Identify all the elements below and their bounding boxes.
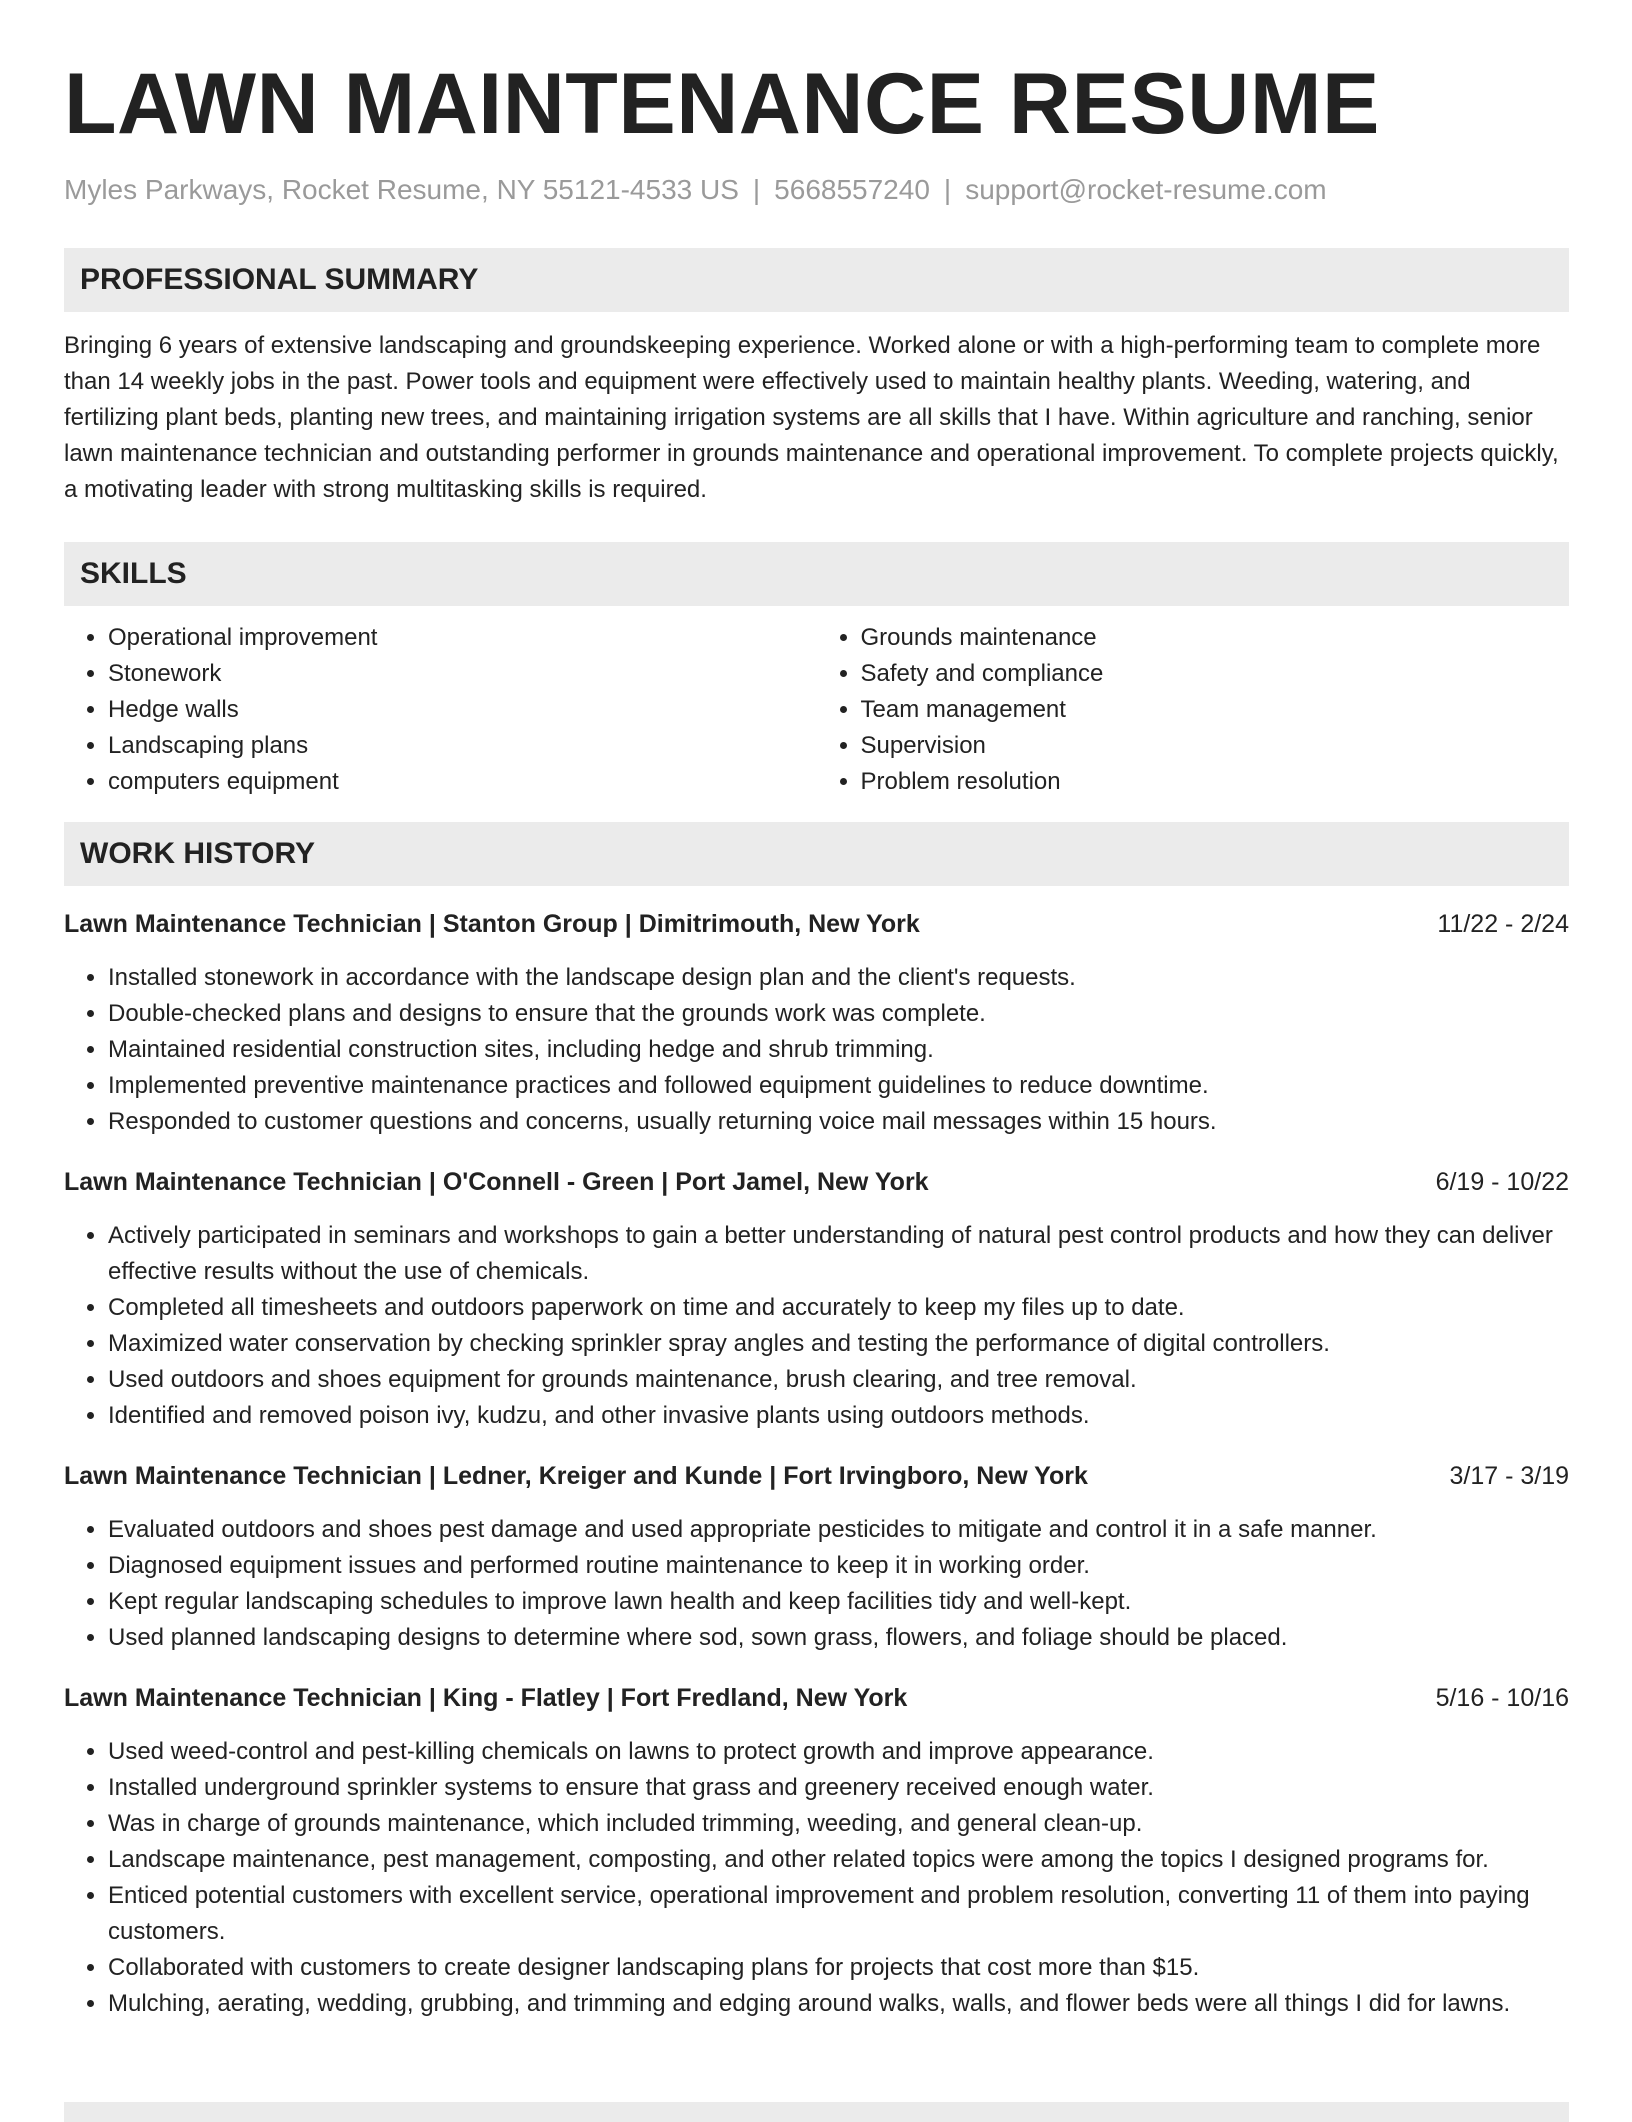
job-header [64, 906, 1569, 942]
job-header [64, 1458, 1569, 1494]
contact-line [64, 172, 1569, 208]
skill-item: • Landscaping plans [108, 728, 817, 764]
job-bullet: • Implemented preventive maintenance practices and followed equipment guidelines to reduce downtime. [108, 1068, 1569, 1104]
job-entry [64, 1680, 1569, 2022]
job-bullet: • Double-checked plans and designs to ensure that the grounds work was complete. [108, 996, 1569, 1032]
job-bullets [64, 1512, 1569, 1656]
skills-list [64, 620, 1569, 800]
job-title: Lawn Maintenance Technician | King - Flatley | Fort Fredland, New York [64, 1684, 908, 1712]
job-bullet: • Kept regular landscaping schedules to improve lawn health and keep facilities tidy and well-kept. [108, 1584, 1569, 1620]
job-bullet: • Responded to customer questions and concerns, usually returning voice mail messages within 15 hours. [108, 1104, 1569, 1140]
job-bullet: • Maintained residential construction sites, including hedge and shrub trimming. [108, 1032, 1569, 1068]
job-bullet: • Mulching, aerating, wedding, grubbing, and trimming and edging around walks, walls, and flower beds were all things I did for lawns. [108, 1986, 1569, 2022]
resume-title: LAWN MAINTENANCE RESUME [64, 56, 1380, 152]
job-bullet: • Installed stonework in accordance with the landscape design plan and the client's requests. [108, 960, 1569, 996]
contact-separator: | [752, 174, 761, 205]
job-dates: 3/17 - 3/19 [1449, 1462, 1569, 1490]
job-bullet: • Actively participated in seminars and workshops to gain a better understanding of natural pest control products and how they can deliver effective results without the use of chemicals. [108, 1218, 1569, 1290]
job-bullet: • Diagnosed equipment issues and performed routine maintenance to keep it in working order. [108, 1548, 1569, 1584]
skill-item: • Safety and compliance [861, 656, 1570, 692]
job-entry [64, 1164, 1569, 1434]
skill-item: • Problem resolution [861, 764, 1570, 800]
contact-address: Myles Parkways, Rocket Resume, NY 55121-4533 US [64, 174, 739, 205]
job-dates: 5/16 - 10/16 [1435, 1684, 1569, 1712]
next-section-bar [64, 2102, 1569, 2122]
job-entry [64, 906, 1569, 1140]
job-bullet: • Used outdoors and shoes equipment for grounds maintenance, brush clearing, and tree removal. [108, 1362, 1569, 1398]
job-bullet: • Used weed-control and pest-killing chemicals on lawns to protect growth and improve appearance. [108, 1734, 1569, 1770]
job-title: Lawn Maintenance Technician | O'Connell - Green | Port Jamel, New York [64, 1168, 929, 1196]
skill-item: • Hedge walls [108, 692, 817, 728]
skill-item: • Operational improvement [108, 620, 817, 656]
job-bullet: • Maximized water conservation by checking sprinkler spray angles and testing the performance of digital controllers. [108, 1326, 1569, 1362]
job-bullet: • Enticed potential customers with excellent service, operational improvement and problem resolution, converting 11 of them into paying customers. [108, 1878, 1569, 1950]
job-bullet: • Collaborated with customers to create designer landscaping plans for projects that cost more than $15. [108, 1950, 1569, 1986]
skill-item: • Stonework [108, 656, 817, 692]
contact-email: support@rocket-resume.com [965, 174, 1327, 205]
job-title: Lawn Maintenance Technician | Stanton Group | Dimitrimouth, New York [64, 910, 920, 938]
job-bullet: • Installed underground sprinkler systems to ensure that grass and greenery received enough water. [108, 1770, 1569, 1806]
skills-heading: SKILLS [64, 542, 1569, 606]
skill-item: • Supervision [861, 728, 1570, 764]
job-bullet: • Landscape maintenance, pest management, composting, and other related topics were among the topics I designed programs for. [108, 1842, 1569, 1878]
skill-item: • Team management [861, 692, 1570, 728]
job-bullets [64, 960, 1569, 1140]
job-header [64, 1164, 1569, 1200]
skills-column-right [817, 620, 1570, 800]
job-bullets [64, 1734, 1569, 2022]
job-bullet: • Identified and removed poison ivy, kudzu, and other invasive plants using outdoors methods. [108, 1398, 1569, 1434]
work-history-heading: WORK HISTORY [64, 822, 1569, 886]
job-bullet: • Was in charge of grounds maintenance, which included trimming, weeding, and general clean-up. [108, 1806, 1569, 1842]
professional-summary-text: Bringing 6 years of extensive landscaping and groundskeeping experience. Worked alone or with a high-performing team to complete more than 14 weekly jobs in the past. Power tools and equipment were effectively used to maintain healthy plants. Weeding, watering, and fertilizing plant beds, planting new trees, and maintaining irrigation systems are all skills that I have. Within agriculture and ranching, senior lawn maintenance technician and outstanding performer in grounds maintenance and operational improvement. To complete projects quickly, a motivating leader with strong multitasking skills is required. [64, 332, 1559, 503]
contact-separator: | [943, 174, 952, 205]
skill-item: • Grounds maintenance [861, 620, 1570, 656]
job-entry [64, 1458, 1569, 1656]
job-header [64, 1680, 1569, 1716]
skill-item: • computers equipment [108, 764, 817, 800]
job-dates: 6/19 - 10/22 [1435, 1168, 1569, 1196]
professional-summary-heading: PROFESSIONAL SUMMARY [64, 248, 1569, 312]
job-bullet: • Completed all timesheets and outdoors paperwork on time and accurately to keep my files up to date. [108, 1290, 1569, 1326]
job-bullet: • Evaluated outdoors and shoes pest damage and used appropriate pesticides to mitigate and control it in a safe manner. [108, 1512, 1569, 1548]
job-bullets [64, 1218, 1569, 1434]
job-title: Lawn Maintenance Technician | Ledner, Kreiger and Kunde | Fort Irvingboro, New York [64, 1462, 1088, 1490]
job-bullet: • Used planned landscaping designs to determine where sod, sown grass, flowers, and foliage should be placed. [108, 1620, 1569, 1656]
skills-column-left [64, 620, 817, 800]
contact-phone: 5668557240 [774, 174, 930, 205]
job-dates: 11/22 - 2/24 [1437, 910, 1569, 938]
